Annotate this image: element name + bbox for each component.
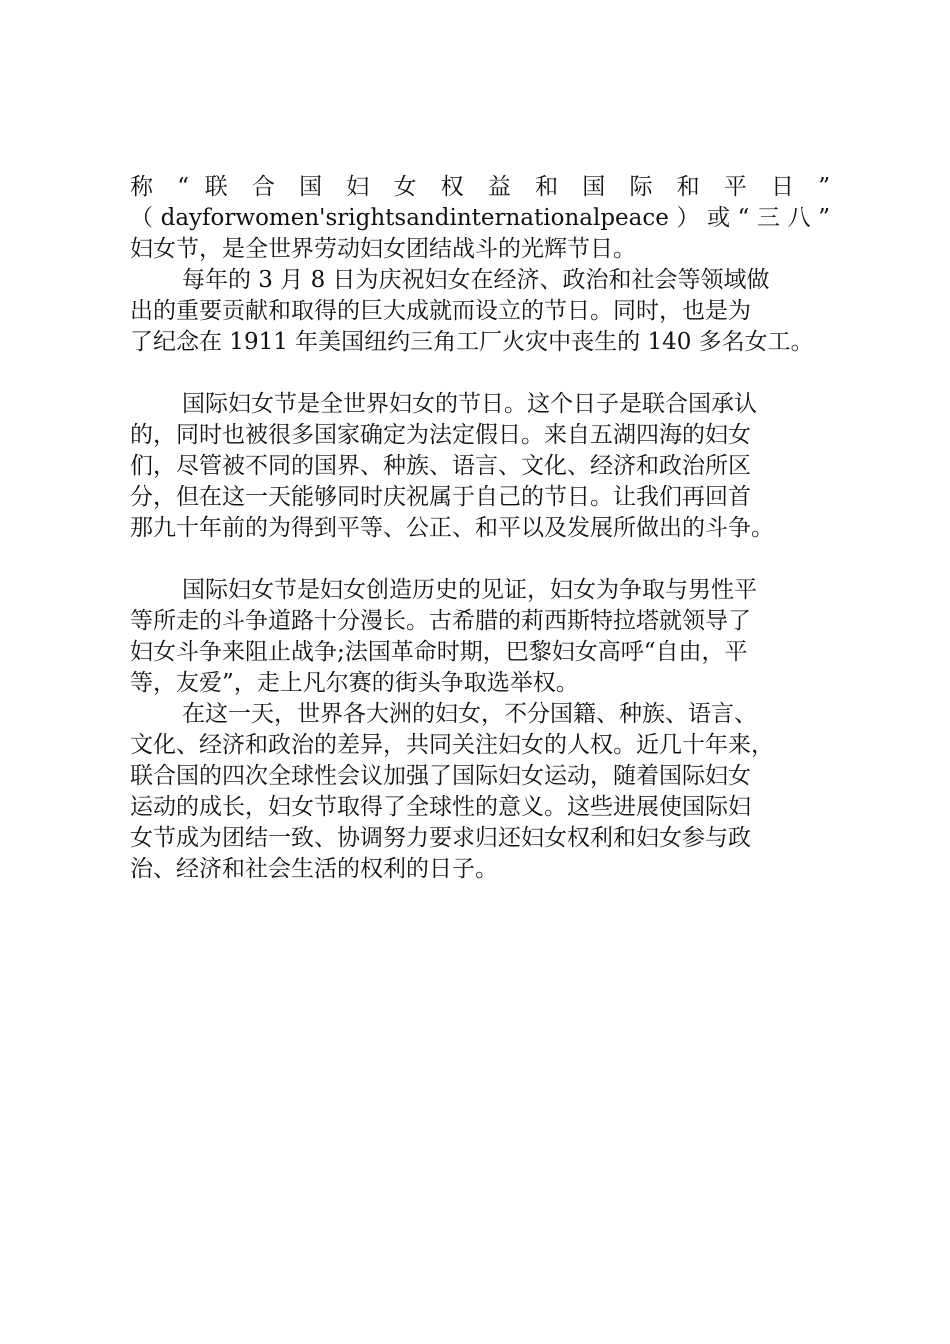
paragraph	[130, 265, 830, 358]
text-line: 每年的 3 月 8 日为庆祝妇女在经济、政治和社会等领域做	[182, 267, 770, 293]
text-line: 分，但在这一天能够同时庆祝属于自己的节日。让我们再回首	[130, 484, 751, 510]
paragraph	[130, 699, 830, 885]
text-line: 那九十年前的为得到平等、公正、和平以及发展所做出的斗争。	[130, 515, 774, 541]
paragraph	[130, 575, 830, 699]
text-line: 文化、经济和政治的差异，共同关注妇女的人权。近几十年来，	[130, 732, 774, 758]
document-body	[130, 172, 830, 885]
text-line: 国际妇女节是妇女创造历史的见证，妇女为争取与男性平	[182, 577, 757, 603]
text-line: 妇女节，是全世界劳动妇女团结战斗的光辉节日。	[130, 236, 636, 262]
paragraph	[130, 172, 830, 265]
text-line: 称 “ 联 合 国 妇 女 权 益 和 国 际 和 平 日 ”	[130, 174, 830, 200]
text-line: 等，友爱”，走上凡尔赛的街头争取选举权。	[130, 670, 579, 696]
text-line: 国际妇女节是全世界妇女的节日。这个日子是联合国承认	[182, 391, 757, 417]
paragraph-spacer	[130, 358, 830, 389]
text-line: 联合国的四次全球性会议加强了国际妇女运动，随着国际妇女	[130, 763, 751, 789]
text-line: 在这一天，世界各大洲的妇女，不分国籍、种族、语言、	[182, 701, 757, 727]
text-line: 治、经济和社会生活的权利的日子。	[130, 856, 498, 882]
text-line: 了纪念在 1911 年美国纽约三角工厂火灾中丧生的 140 多名女工。	[130, 329, 814, 355]
text-line: 妇女斗争来阻止战争;法国革命时期，巴黎妇女高呼“自由，平	[130, 639, 748, 665]
text-line: 女节成为团结一致、协调努力要求归还妇女权利和妇女参与政	[130, 825, 751, 851]
text-line: 出的重要贡献和取得的巨大成就而设立的节日。同时，也是为	[130, 298, 751, 324]
text-line: 运动的成长，妇女节取得了全球性的意义。这些进展使国际妇	[130, 794, 751, 820]
paragraph-spacer	[130, 544, 830, 575]
text-line: 等所走的斗争道路十分漫长。古希腊的莉西斯特拉塔就领导了	[130, 608, 751, 634]
text-line: 们，尽管被不同的国界、种族、语言、文化、经济和政治所区	[130, 453, 751, 479]
paragraph	[130, 389, 830, 544]
text-line: （dayforwomen'srightsandinternationalpeace）或“三八”	[130, 205, 830, 231]
text-line: 的，同时也被很多国家确定为法定假日。来自五湖四海的妇女	[130, 422, 751, 448]
